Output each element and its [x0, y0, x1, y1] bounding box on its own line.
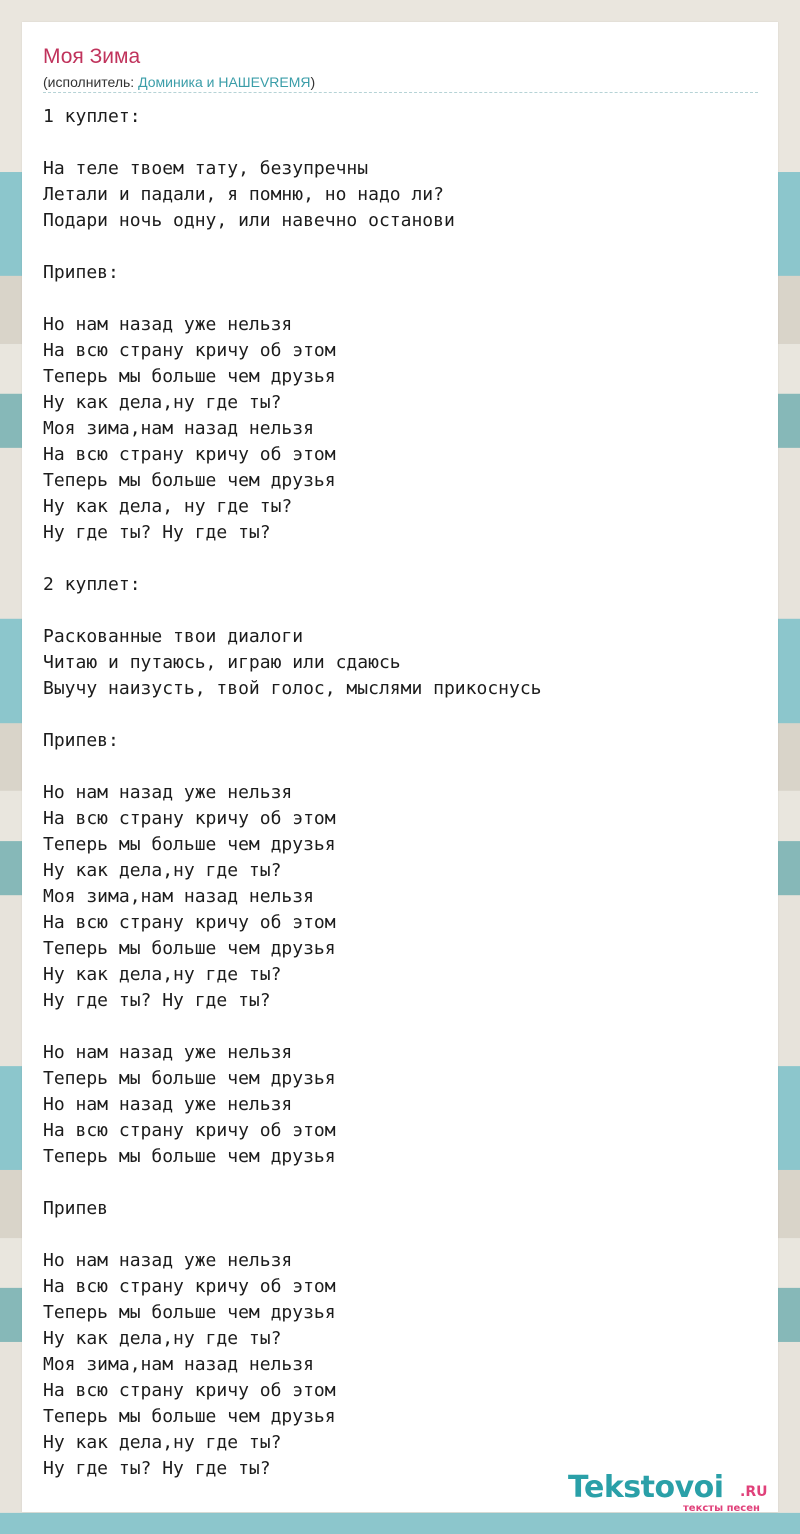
logo-name: Tekstovoi [568, 1470, 724, 1505]
logo-subtitle: тексты песен [683, 1503, 760, 1514]
artist-link[interactable]: Доминика и НАШЕVREMЯ [138, 74, 311, 90]
title-divider [43, 92, 758, 93]
artist-prefix: (исполнитель: [43, 74, 139, 90]
artist-line [43, 73, 315, 91]
song-title: Моя Зима [43, 45, 141, 68]
site-logo[interactable] [568, 1470, 778, 1514]
lyrics-text: 1 куплет: На теле твоем тату, безупречны Летали и падали, я помню, но надо ли? Подари ночь одну, или навечно останови Припев: Но нам назад уже нельзя На всю страну кричу об этом Теперь мы больше чем друзья Ну как дела,ну где ты? Моя зима,нам назад нельзя На всю страну кричу об этом Теперь мы больше чем друзья Ну как дела, ну где ты? Ну где ты? Ну где ты? 2 куплет: Раскованные твои диалоги Читаю и путаюсь, играю или сдаюсь Выучу наизусть, твой голос, мыслями прикоснусь Припев: Но нам назад уже нельзя На всю страну кричу об этом Теперь мы больше чем друзья Ну как дела,ну где ты? Моя зима,нам назад нельзя На всю страну кричу об этом Теперь мы больше чем друзья Ну как дела,ну где ты? Ну где ты? Ну где ты? Но нам назад уже нельзя Теперь мы больше чем друзья Но нам назад уже нельзя На всю страну кричу об этом Теперь мы больше чем друзья Припев Но нам назад уже нельзя На всю страну кричу об этом Теперь мы больше чем друзья Ну как дела,ну где ты? Моя зима,нам назад нельзя На всю страну кричу об этом Теперь мы больше чем друзья Ну как дела,ну где ты? Ну где ты? Ну где ты? [43, 106, 542, 1479]
lyrics-card [22, 22, 778, 1512]
artist-suffix: ) [310, 74, 316, 90]
logo-tld: .RU [740, 1484, 768, 1500]
